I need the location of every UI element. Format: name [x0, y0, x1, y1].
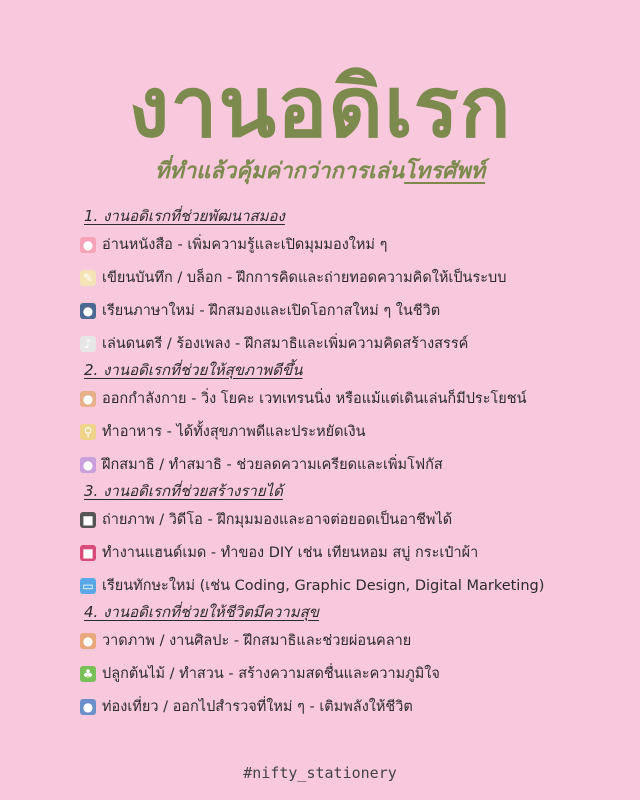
section-heading: 2. งานอดิเรกที่ช่วยให้สุขภาพดีขึ้น	[84, 361, 303, 379]
list-item	[80, 382, 620, 415]
laptop-icon: ▭	[80, 578, 96, 594]
meditation-icon: ●	[80, 457, 96, 473]
list-item-text: เรียนภาษาใหม่ - ฝึกสมองและเปิดโอกาสใหม่ ๆ ในชีวิต	[102, 303, 441, 319]
list-item-text: วาดภาพ / งานศิลปะ - ฝึกสมาธิและช่วยผ่อนคลาย	[102, 633, 412, 649]
list-item-text: ฝึกสมาธิ / ทำสมาธิ - ช่วยลดความเครียดและเพิ่มโฟกัส	[102, 457, 443, 473]
section-heading: 4. งานอดิเรกที่ช่วยให้ชีวิตมีความสุข	[84, 603, 319, 621]
section-heading: 1. งานอดิเรกที่ช่วยพัฒนาสมอง	[84, 207, 285, 225]
musical-score-icon: ♪	[80, 336, 96, 352]
brain-icon: ●	[80, 237, 96, 253]
list-item	[80, 657, 620, 690]
subtitle-main: ที่ทำแล้วคุ้มค่ากว่าการเล่น	[154, 159, 405, 184]
shopping-bags-icon: ■	[80, 545, 96, 561]
memo-icon: ✎	[80, 270, 96, 286]
page-title: งานอดิเรก	[128, 58, 512, 156]
page-subtitle	[0, 156, 640, 188]
list-item-text: เล่นดนตรี / ร้องเพลง - ฝึกสมาธิและเพิ่มความคิดสร้างสรรค์	[102, 336, 469, 352]
list-item	[80, 228, 620, 261]
list-item-text: ปลูกต้นไม้ / ทำสวน - สร้างความสดชื่นและความภูมิใจ	[102, 666, 440, 682]
camera-icon: ■	[80, 512, 96, 528]
magnifier-icon: ⚲	[80, 424, 96, 440]
list-item	[80, 624, 620, 657]
list-item-text: ถ่ายภาพ / วิดีโอ - ฝึกมุมมองและอาจต่อยอดเป็นอาชีพได้	[102, 512, 453, 528]
list-item	[80, 415, 620, 448]
hobby-list	[84, 206, 620, 723]
list-item	[80, 448, 620, 481]
runner-icon: ●	[80, 391, 96, 407]
list-item-text: เขียนบันทึก / บล็อก - ฝึกการคิดและถ่ายทอดความคิดให้เป็นระบบ	[102, 270, 507, 286]
list-item	[80, 327, 620, 360]
speaking-head-icon: ●	[80, 303, 96, 319]
seedling-icon: ♣	[80, 666, 96, 682]
list-item-text: อ่านหนังสือ - เพิ่มความรู้และเปิดมุมมองใหม่ ๆ	[102, 237, 388, 253]
list-item	[80, 261, 620, 294]
hashtag-footer: #nifty_stationery	[243, 764, 397, 782]
list-item	[80, 690, 620, 723]
list-item-text: ทำอาหาร - ได้ทั้งสุขภาพดีและประหยัดเงิน	[102, 424, 366, 440]
list-item	[80, 503, 620, 536]
list-item-text: ท่องเที่ยว / ออกไปสำรวจที่ใหม่ ๆ - เติมพลังให้ชีวิต	[102, 699, 413, 715]
section-heading: 3. งานอดิเรกที่ช่วยสร้างรายได้	[84, 482, 283, 500]
subtitle-underlined: โทรศัพท์	[404, 159, 486, 184]
list-item	[80, 569, 620, 602]
cyclist-icon: ●	[80, 699, 96, 715]
list-item	[80, 536, 620, 569]
list-item-text: เรียนทักษะใหม่ (เช่น Coding, Graphic Design, Digital Marketing)	[102, 578, 545, 594]
palette-icon: ●	[80, 633, 96, 649]
list-item	[80, 294, 620, 327]
list-item-text: ออกกำลังกาย - วิ่ง โยคะ เวทเทรนนิ่ง หรือแม้แต่เดินเล่นก็มีประโยชน์	[102, 391, 527, 407]
list-item-text: ทำงานแฮนด์เมด - ทำของ DIY เช่น เทียนหอม สบู่ กระเป๋าผ้า	[102, 545, 479, 561]
